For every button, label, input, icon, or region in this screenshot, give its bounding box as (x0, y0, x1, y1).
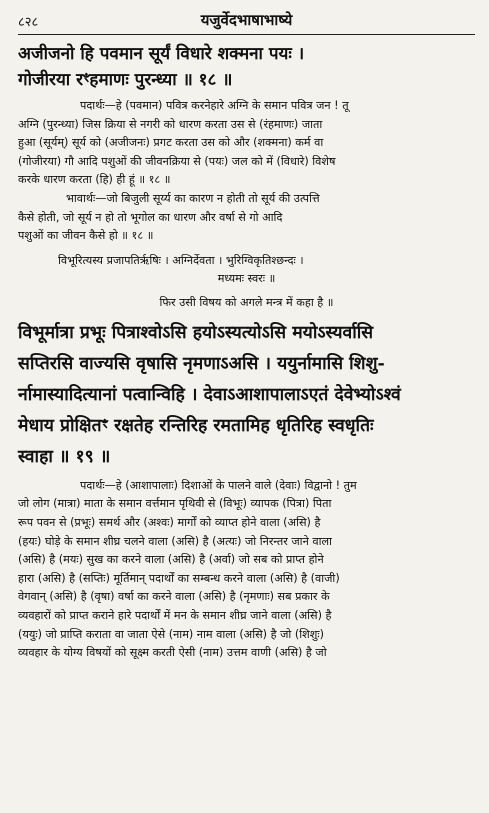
svara-line: मध्यमः स्वरः ॥ (217, 271, 276, 285)
text-line: वेगवान् (असि) है (वृषा) वर्षा का करने वाला (असि) है (नृमणाः) सब प्रकार के (18, 590, 330, 604)
padartha-19 (18, 477, 475, 663)
mantra-line: स्वाहा ॥ १९ ॥ (18, 446, 111, 467)
mantra-18 (18, 41, 475, 93)
text-line: करके धारण करता (हि) ही हूं ॥ १८ ॥ (18, 173, 171, 187)
mantra-line: र्नामास्यादित्यानां पत्वान्विहि । देवाऽआशापालाऽएतं देवेभ्योऽश्वं (18, 384, 401, 405)
text-line: कैसे होती, जो सूर्य न हो तो भूगोल का धारण और वर्षा से गो आदि (18, 210, 283, 224)
mantra-line: गोजीरया रꣳहमाणः पुरन्ध्या ॥ १८ ॥ (18, 70, 233, 90)
text-line: हारा (असि) है (सप्तिः) मूर्तिमान् पदार्थों का सम्बन्ध करने वाला (असि) है (वाजी) (18, 571, 340, 585)
text-line: पशुओं का जीवन कैसे हो ॥ १८ ॥ (18, 229, 154, 243)
text-line: (गोजीरया) गौ आदि पशुओं की जीवनक्रिया से (पयः) जल को में (विधारे) विशेष (18, 154, 336, 168)
bhavartha-18 (18, 190, 475, 246)
text-line: (हयः) घोड़े के समान शीघ्र चलने वाला (असि) है (अत्यः) जो निरन्तर जाने वाला (18, 534, 332, 548)
mantra-line: सप्तिरसि वाज्यसि वृषासि नृमणाऽअसि । ययुर्नामासि शिशु- (18, 353, 385, 374)
mantra-19 (18, 318, 475, 473)
page-number: ८२८ (18, 15, 39, 30)
mantra-line: मेधाय प्रोक्षितꣳ रक्षतेह रन्तिरिह रमतामिह धृतिरिह स्वधृतिः (18, 415, 374, 436)
text-line: व्यवहारों को प्राप्त कराने हारे पदार्थों में मन के समान शीघ्र जाने वाला (असि) है (18, 608, 332, 622)
running-title: यजुर्वेदभाषाभाष्ये (200, 11, 293, 29)
text-line: (ययुः) जो प्राप्ति कराता वा जाता ऐसे (नाम) नाम वाला (असि) है जो (शिशुः) (18, 627, 324, 641)
page-header (18, 8, 475, 30)
text-line: रूप पवन से (प्रभूः) समर्थ और (अश्वः) मार्गों को व्याप्त होने वाला (असि) है (18, 515, 321, 529)
mantra-line: विभूर्मात्रा प्रभूः पित्राश्वोऽसि हयोऽस्यत्योऽसि मयोऽस्यर्वासि (18, 322, 374, 343)
text-line: जो लोग (मात्रा) माता के समान वर्त्तमान पृथिवी से (विभूः) व्यापक (पित्रा) पिता (18, 497, 332, 511)
text-line: भावार्थः—जो बिजुली सूर्य्य का कारण न होती तो सूर्य की उत्पत्ति (66, 191, 320, 205)
text-line: (असि) है (मयः) सुख का करने वाला (असि) है (अर्वा) जो सब को प्राप्त होने (18, 553, 324, 567)
mantra-line: अजीजनो हि पवमान सूर्यं विधारे शक्मना पयः । (18, 44, 305, 64)
text-line: व्यवहार के योग्य विषयों को सूक्ष्म करती ऐसी (नाम) उत्तम वाणी (असि) है जो (18, 646, 327, 660)
padartha-18 (18, 97, 475, 190)
text-line: अग्नि (पुरन्ध्या) जिस क्रिया से नगरी को धारण करता उस से (रंहमाणः) जाता (18, 117, 323, 131)
text-line: हुआ (सूर्यम्) सूर्य को (अजीजनः) प्रगट करता उस को और (शक्मना) कर्म वा (18, 136, 324, 150)
rishi-devata-line: विभूरित्यस्य प्रजापतिर्ऋषिः । अग्निर्देवता । भुरिग्विकृतिश्छन्दः । (58, 253, 304, 267)
mantra-intro: फिर उसी विषय को अगले मन्त्र में कहा है ॥ (159, 295, 334, 309)
text-line: पदार्थः—हे (पवमान) पवित्र करनेहारे अग्नि के समान पवित्र जन ! तू (80, 99, 349, 112)
header-rule (18, 34, 475, 35)
text-line: पदार्थः—हे (आशापालाः) दिशाओं के पालने वाले (देवाः) विद्वानो ! तुम (80, 478, 357, 492)
